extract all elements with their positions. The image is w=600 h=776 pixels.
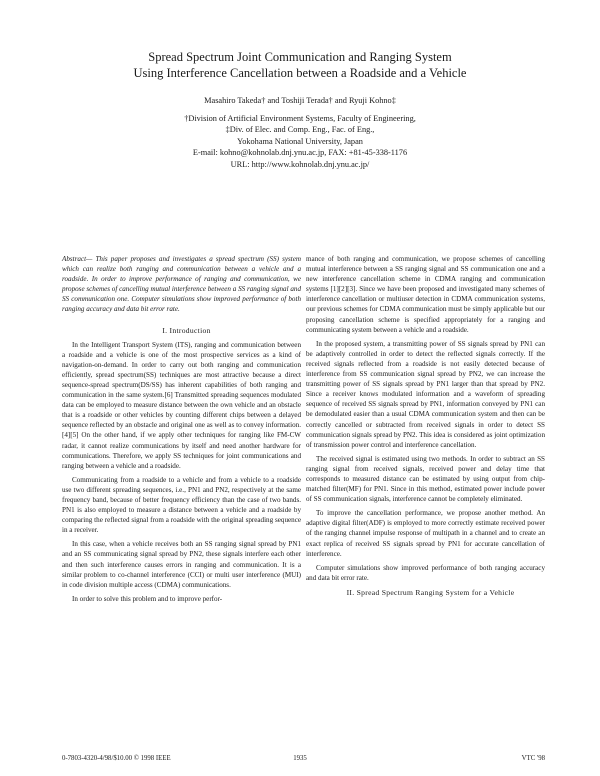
authors: Masahiro Takeda† and Toshiji Terada† and Ryuji Kohno‡: [204, 96, 396, 105]
intro-paragraph: In the Intelligent Transport System (ITS), ranging and communication between a roadside and a vehicle is one of the most prospective services as a kind of navigation-on-demand. In order to carry out both ranging and communication efficiently, spread spectrum(SS) techniques are most attractive because a direct sequence-spread spectrum(DS/SS) has inherent capabilities of both ranging and communication in the same system.[6] Transmitted spreading sequences modulated data can be employed to measure distance between the own vehicle and an obstacle that is a roadside or other vehicles by counting different chips between a delayed sequence reflected by an obstacle and original one as well as to convey information. [4][5] On the other hand, if we apply other techniques for ranging like FM-CW radar, it cannot realize communications by itself and need another hardware for communications. Therefore, we apply SS techniques for joint communications and ranging between a vehicle and a roadside.: [62, 340, 301, 470]
footer-conference: VTC '98: [521, 755, 545, 762]
paper-title-line2: Using Interference Cancellation between a Roadside and a Vehicle: [133, 66, 467, 80]
url-line: URL: http://www.kohnolab.dnj.ynu.ac.jp/: [230, 160, 370, 169]
paper-title-line1: Spread Spectrum Joint Communication and Ranging System: [148, 50, 452, 64]
email-line: E-mail: kohno@kohnolab.dnj.ynu.ac.jp, FAX: +81-45-338-1176: [192, 148, 408, 157]
body-paragraph: To improve the cancellation performance, we propose another method. An adaptive digital filter(ADF) is employed to more correctly estimate received power of the ranging channel impulse response of multipath in a channel and to create an exact replica of received SS signals spread by PN1 for accurate cancellation of interference.: [306, 509, 545, 558]
intro-paragraph: In order to solve this problem and to improve perfor-: [72, 594, 223, 603]
footer-page-number: 1935: [293, 755, 307, 762]
left-column: [62, 254, 301, 608]
affiliation-1: †Division of Artificial Environment Systems, Faculty of Engineering,: [184, 114, 416, 123]
abstract-text: This paper proposes and investigates a spread spectrum (SS) system which can realize both ranging and communication between a vehicle and a roadside. In order to improve performance of ranging and communication, we propose schemes of cancelling mutual interference between a SS ranging signal and SS communication one. Computer simulations show improved performance of both ranging accuracy and data bit error rate.: [62, 255, 301, 314]
right-column: [306, 254, 545, 602]
section-heading-ss-ranging: II. Spread Spectrum Ranging System for a Vehicle: [346, 587, 515, 597]
intro-paragraph: In this case, when a vehicle receives both an SS ranging signal spread by PN1 and an SS communicating signal spread by PN2, these signals interfere each other and then such interference causes errors in ranging and communication. It is a similar problem to co-channel interference (CCI) or multi user interference (MUI) in code division multiple access (CDMA) communications.: [62, 540, 301, 589]
footer-copyright: 0-7803-4320-4/98/$10.00 © 1998 IEEE: [62, 755, 171, 762]
abstract: [62, 254, 301, 315]
affiliation-2: ‡Div. of Elec. and Comp. Eng., Fac. of Eng.,: [225, 125, 375, 134]
affiliation-3: Yokohama National University, Japan: [237, 137, 363, 146]
body-paragraph: Computer simulations show improved performance of both ranging accuracy and data bit error rate.: [306, 563, 545, 582]
body-paragraph: mance of both ranging and communication, we propose schemes of cancelling mutual interference between a SS ranging signal and SS communication one and a new interference cancellation scheme in CDMA ranging and communication systems [1][2][3]. Since we have been proposed and investigated many schemes of interference cancellation or multiuser detection in CDMA communication systems, our previous schemes for CDMA communication must be simply applicable but our proposing cancellation scheme is specified appropriately for a ranging and communicating system between a vehicle and a roadside.: [306, 255, 545, 334]
intro-paragraph: Communicating from a roadside to a vehicle and from a vehicle to a roadside use two different spreading sequences, i.e., PN1 and PN2, respectively at the same frequency band, because of better frequency efficiency than the case of two bands. PN1 is also employed to measure a distance between a vehicle and a roadside by comparing the reflected signal from a roadside with the original spreading sequence in a receiver.: [62, 475, 301, 535]
body-paragraph: In the proposed system, a transmitting power of SS signals spread by PN1 can be adaptively controlled in order to detect the reflected signals correctly. If the received signals reflected from a roadside is not easily detected because of interference from SS communication signal spread by PN2, we can increase the transmitting power of SS signals spread by PN1 larger than that spread by PN2. Since a receiver knows modulated information and a waveform of spreading sequence of received SS signals spread by PN1, information conveyed by PN1 can be demodulated easier than a usual CDMA communication system and then can be correctly cancelled or subtracted from received signals in order to detect SS communication signals spread by PN2. This idea is considered as joint optimization of transmission power control and interference cancellation.: [306, 339, 545, 449]
abstract-label: Abstract—: [62, 255, 93, 263]
section-heading-introduction: I. Introduction: [162, 325, 211, 335]
body-paragraph: The received signal is estimated using two methods. In order to subtract an SS ranging signal from received signals, received power and delay time that corresponds to measured distance can be estimated by using output from chip-matched filter(MF) for PN1. Since in this method, estimated power include power of SS communication signals, interference cannot be completely eliminated.: [306, 454, 545, 504]
